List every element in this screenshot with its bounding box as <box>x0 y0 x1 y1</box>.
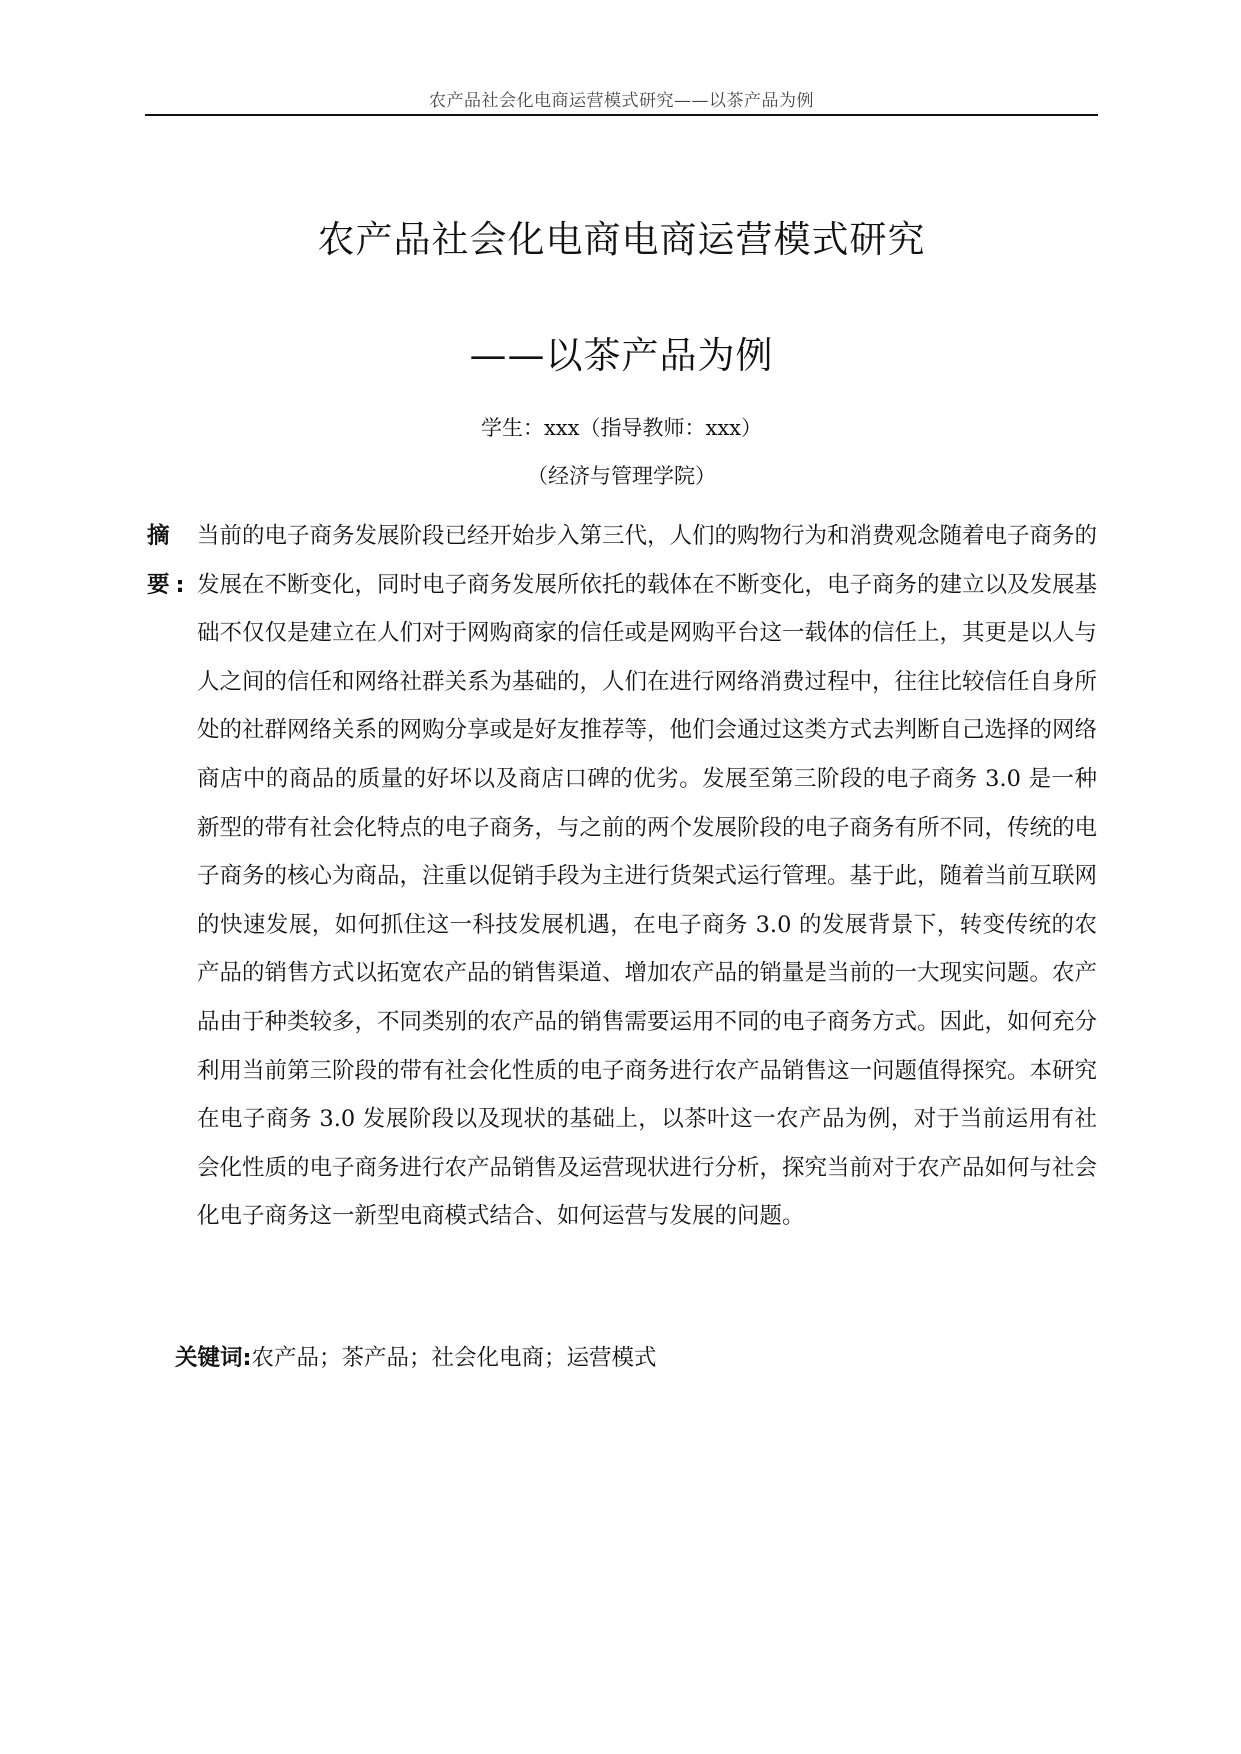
paper-subtitle: ——以茶产品为例 <box>469 334 774 377</box>
affiliation-line: （经济与管理学院） <box>527 464 716 488</box>
running-header: 农产品社会化电商运营模式研究——以茶产品为例 <box>429 91 814 111</box>
paper-title: 农产品社会化电商电商运营模式研究 <box>317 218 926 261</box>
abstract-text: 当前的电子商务发展阶段已经开始步入第三代，人们的购物行为和消费观念随着电子商务的发展在不断变化，同时电子商务发展所依托的载体在不断变化，电子商务的建立以及发展基础不仅仅是建立在人们对于网购商家的信任或是网购平台这一载体的信任上，其更是以人与人之间的信任和网络社群关系为基础的，人们在进行网络消费过程中，往往比较信任自身所处的社群网络关系的网购分享或是好友推荐等，他们会通过这类方式去判断自己选择的网络商店中的商品的质量的好坏以及商店口碑的优劣。发展至第三阶段的电子商务 3.0 是一种新型的带有社会化特点的电子商务，与之前的两个发展阶段的电子商务有所不同，传统的电子商务的核心为商品，注重以促销手段为主进行货架式运行管理。基于此，随着当前互联网的快速发展，如何抓住这一科技发展机遇，在电子商务 3.0 的发展背景下，转变传统的农产品的销售方式以拓宽农产品的销售渠道、增加农产品的销量是当前的一大现实问题。农产品由于种类较多，不同类别的农产品的销售需要运用不同的电子商务方式。因此，如何充分利用当前第三阶段的带有社会化性质的电子商务进行农产品销售这一问题值得探究。本研究在电子商务 3.0 发展阶段以及现状的基础上，以茶叶这一农产品为例，对于当前运用有社会化性质的电子商务进行农产品销售及运营现状进行分析，探究当前对于农产品如何与社会化电子商务这一新型电商模式结合、如何运营与发展的问题。 <box>197 523 1098 1230</box>
author-line: 学生：xxx（指导教师：xxx） <box>480 416 763 440</box>
abstract-label: 摘 要: <box>147 523 191 598</box>
keywords-line <box>175 1338 1095 1378</box>
abstract-section <box>147 512 1097 1241</box>
header-rule <box>145 114 1098 116</box>
keywords-label: 关键词: <box>175 1345 252 1371</box>
keywords-text: 农产品；茶产品；社会化电商；运营模式 <box>251 1345 657 1371</box>
